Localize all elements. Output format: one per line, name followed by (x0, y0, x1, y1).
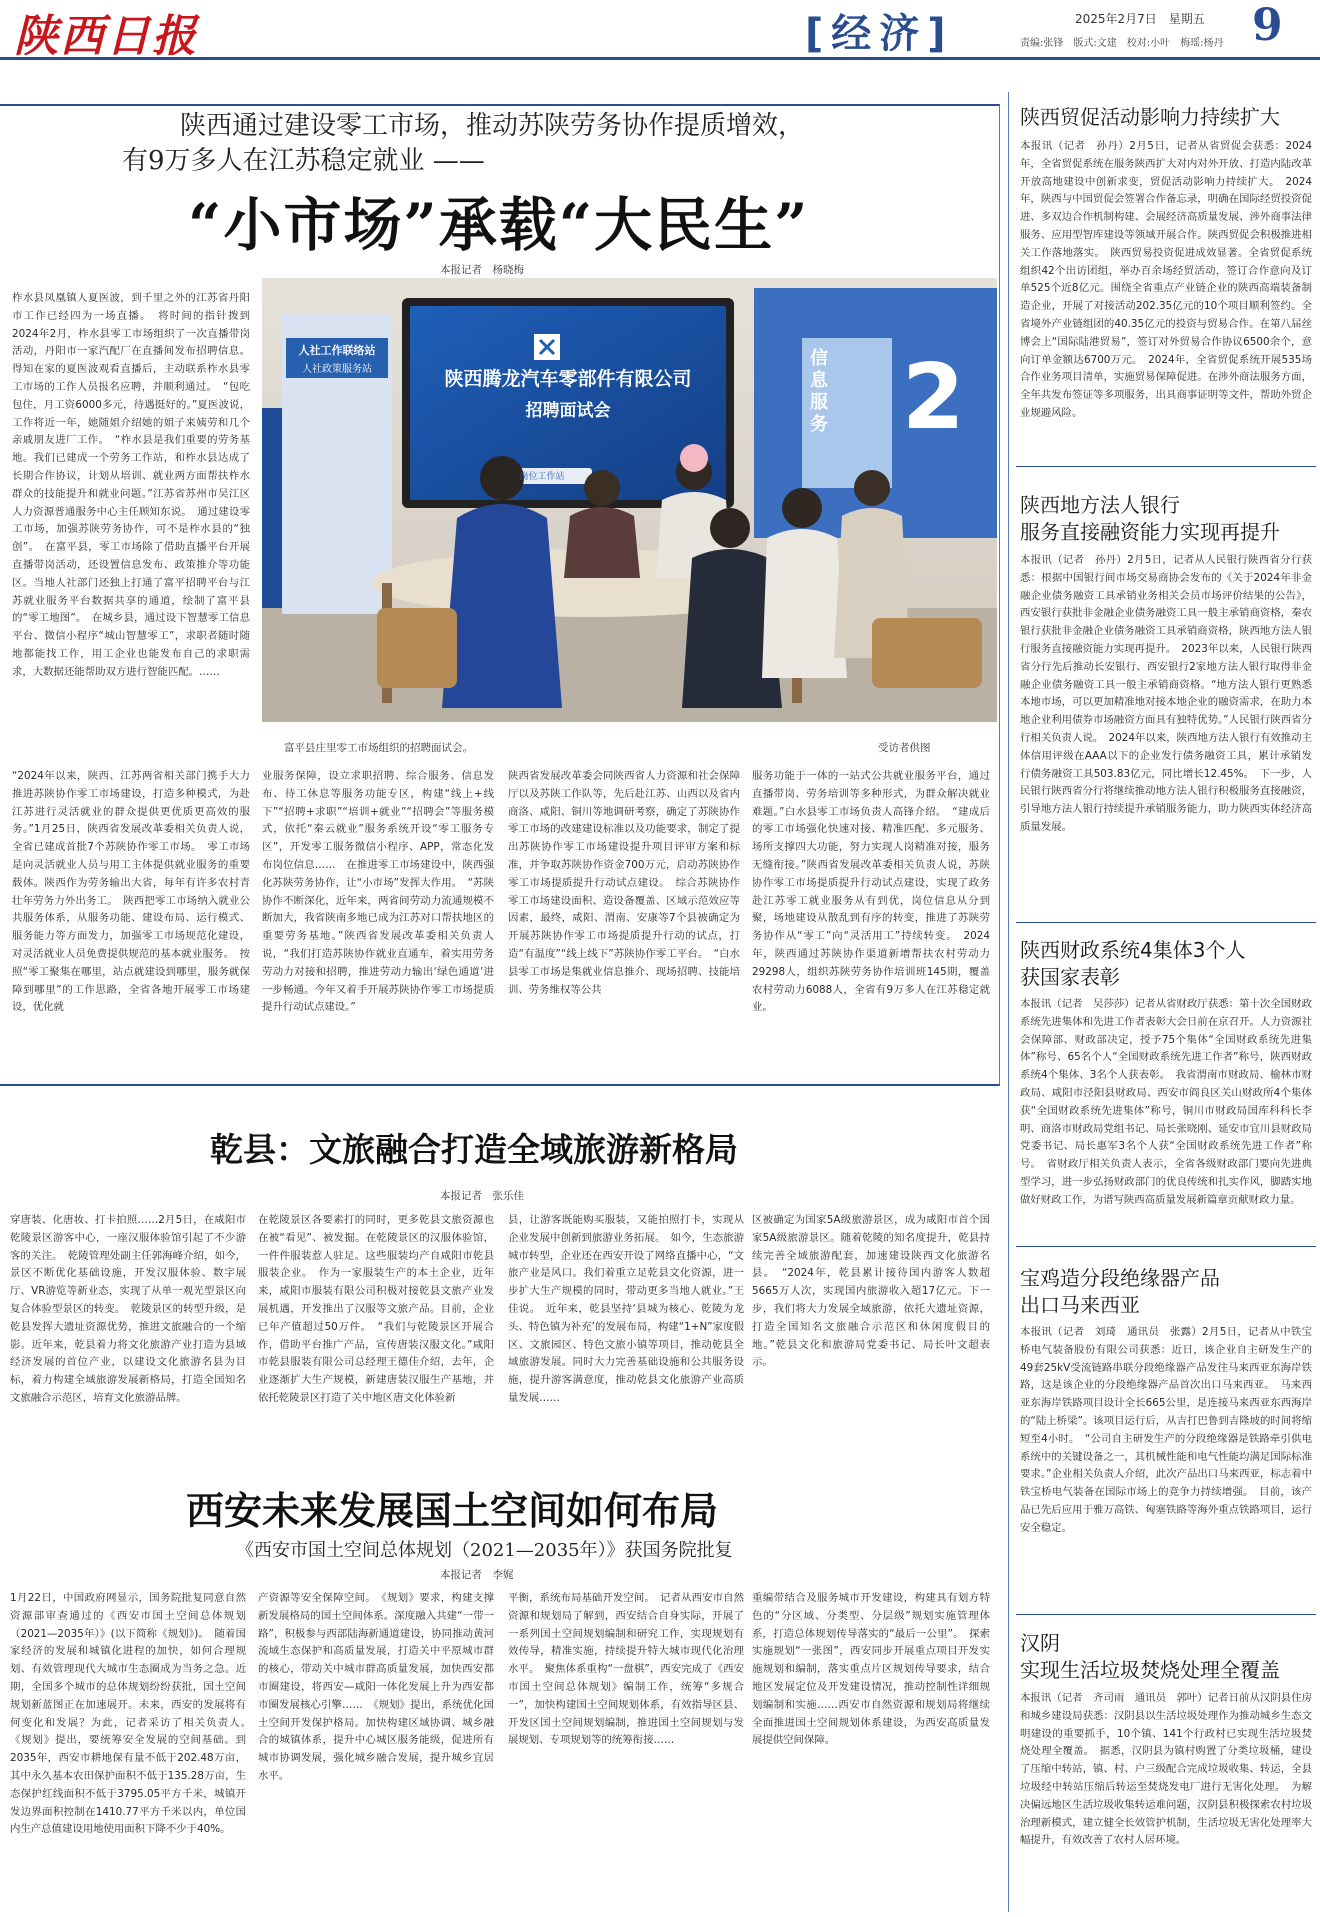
lead-body-col2: 业服务保障，设立求职招聘、综合服务、信息发布、待工休息等服务功能专区，构建“线上+线下”“招聘+求职”“培训+就业”“招聘会”等服务模式，依托“秦云就业”服务系统开设“零工服务专区”，开发零工服务微信小程序、APP，常态化发布岗位信息…… 在推进零工市场建设中，陕西强化苏陕劳务协作，让“小市场”发挥大作用。 “苏陕协作不断深化，近年来，两省间劳动力流通规模不断加大，我省陕南多地已成为江苏对口帮扶地区的重要劳务基地。”陕西省发展改革委相关负责人说，“我们打造苏陕协作就业直通车，着实用劳务劳动力对接和招聘，推进劳动力输出‘绿色通道’进一步畅通。今年又着手开展苏陕协作零工市场提质提升行动试点建设。” (262, 770, 494, 1014)
side3-headline-line2: 获国家表彰 (1020, 965, 1120, 989)
side-rule-1 (1016, 466, 1316, 467)
qianxian-col2: 在乾陵景区各要素打的同时，更多乾县文旅资源也在被“看见”、被发掘。在乾陵景区的汉服体验馆，一件件服装惹人驻足。这些服装均产自咸阳市乾县服装企业。 作为一家服装生产的本土企业，近年来，咸阳市服装有限公司积极对接乾县文旅产业发展机遇，开发推出了汉服等文旅产品。目前，企业已年产值超过50万件。 “我们与乾陵景区开展合作，借助平台推广产品，宣传唐装汉服文化。”咸阳市乾县服装有限公司总经理王德佳介绍，去年，企业逐渐扩大生产规模，新建唐装汉服生产基地，并依托乾陵景区打造了关中地区唐文化体验新 (258, 1214, 494, 1404)
editor-credits: 责编:张锋 版式:文建 校对:小叶 梅瑶:杨丹 (1020, 38, 1224, 49)
lead-body-col4: 服务功能于一体的一站式公共就业服务平台，通过直播带岗、劳务培训等多种形式，为群众解决就业难题。”白水县零工市场负责人高锋介绍。 “建成后的零工市场强化快速对接、精准匹配、多元服务、场所支撑四大功能，努力实现人岗精准对接，服务无缝衔接。”陕西省发展改革委相关负责人说，苏陕协作零工市场提质提升行动试点建设，实现了政务赴江苏零工就业服务从有到优，岗位信息从分到聚，场地建设从散乱到有序的转变，推进了苏陕劳务协作从“零工”向“灵活用工”持续转变。 2024年，陕西通过苏陕协作渠道新增帮扶农村劳动力29298人，组织苏陕劳务协作培训班145期，覆盖农村劳动力6088人，全省有9万多人在江苏稳定就业。 (752, 770, 990, 1014)
photo-left-board: 人社工作联络站 (298, 344, 376, 357)
xian-col2: 产资源等安全保障空间。 《规划》要求，构建支撑新发展格局的国土空间体系。深度融入共建“一带一路”，积极参与西部陆海新通道建设，协同推动黄河流域生态保护和高质量发展，打造关中平原城市群的核心，带动关中城市群高质量发展，加快西安都市圈建设，将西安—咸阳一体化发展上升为西安都市圈发展核心引擎…… 《规划》提出，系统优化国土空间开发保护格局。加快构建区域协调、城乡融合的城镇体系，提升中心城区服务能级，促进所有城市协调发展，强化城乡融合发展，提升城乡宜居水平。 (258, 1592, 494, 1782)
photo-banner-event: 招聘面试会 (525, 401, 611, 421)
side5-headline-line1: 汉阴 (1020, 1631, 1060, 1655)
lead-body-col3: 陕西省发展改革委会同陕西省人力资源和社会保障厅以及苏陕工作队等，先后赴江苏、山西以及省内商洛、咸阳、铜川等地调研考察，确定了苏陕协作零工市场的改建建设标准以及功能要求，制定了提出苏陕协作零工市场建设提升项目评审方案和标准，并争取苏陕协作资金700万元，启动苏陕协作零工市场提质提升行动试点建设。 综合苏陕协作零工市场建设面积、造设备覆盖、区域示范效应等因素，最终，咸阳、渭南、安康等7个县被确定为开展苏陕协作零工市场提质提升行动的试点，打造“有温度”“线上线下”苏陕协作零工平台。 “白水县零工市场是集就业信息推介、现场招聘、技能培训、劳务维权等公共 (508, 770, 740, 996)
qianxian-headline: 乾县：文旅融合打造全域旅游新格局 (210, 1130, 738, 1169)
xian-headline: 西安未来发展国土空间如何布局 (186, 1488, 719, 1533)
photo-left-board2: 人社政策服务站 (302, 364, 372, 375)
issue-date: 2025年2月7日 星期五 (1075, 12, 1205, 26)
newspaper-logo: 陕西日报 (14, 11, 198, 62)
sidebar-divider (1008, 92, 1009, 1912)
section-label: [经济] (805, 11, 954, 57)
lead-body-col1: 柞水县凤凰镇人夏医波，到千里之外的江苏省丹阳市工作已经四为一场直播。 将时间的指针拨到2024年2月，柞水县零工市场组织了一次直播带岗活动，丹阳市一家汽配厂在直播间发布招聘信息。得知在家的夏医波观看直播后，主动联系柞水县零工市场的工作人员报名应聘，并顺利通过。 “包吃包住，月工资6000多元，待遇挺好的。”夏医波说，工作将近一年，她随姐介绍她的姐子来姨劳和几个亲戚朋友进厂工作。 “柞水县是我们重要的劳务基地。我们已建成一个劳务工作站，和柞水县达成了长期合作协议，计划从培训、就业两方面帮扶柞水群众的技能提升和就业问题。”江苏省苏州市吴江区人力资源普通服务中心主任顾知东说。 通过建设零工市场，加强苏陕劳务协作，可不是柞水县的“独创”。 在富平县，零工市场除了借助直播平台开展直播带岗活动，还设置信息发布、政策推介等功能区。当地人社部门还独上打通了富平招聘平台与江苏就业服务平台数据共享的通道，绘制了富平县的“零工地图”。 在城乡县，通过设下智慧零工信息平台、微信小程序“城山智慧零工”，求职者随时随地都能找工作，用工企业也能发布自己的求职需求，大数据还能帮助双方进行智能匹配。…… (12, 292, 250, 678)
side1-body: 本报讯（记者 孙丹）2月5日，记者从省贸促会获悉：2024年，全省贸促系统在服务陕西扩大对内对外开放、打造内陆改革开放高地建设中创新求变，贸促活动影响力持续扩大。 2024年，陕西与中国贸促会签署合作备忘录，明确在国际经贸投资促进、多双边合作机制构建、会展经济高质量发展、涉外商事法律服务、应用型智库建设等领域开展合作。陕西贸促会积极推进相关工作落地落实。 陕西贸易投资促进成效显著。全省贸促系统组织42个出访团组，举办百余场经贸活动，签订合作意向及订单525个近8亿元。围绕全省重点产业链企业的陕西高端装备制造企业，开展了对接活动202.35亿元的10个项目顺利签约。全省境外产业链组团的40.35亿元的投资与贸易合作。在第八届丝博会上“国际陆港贸易”，签订对外贸易合作协议6500余个，意向订单金额达6700万元。 2024年，全省贸促系统开展535场合作业务项目清单，实施贸易保障促进。在涉外商法服务方面，全年共发布签证等多项服务，出具商事证明等文件，帮助外贸企业规避风险。 (1020, 140, 1312, 419)
qianxian-byline: 本报记者 张乐佳 (440, 1190, 524, 1202)
masthead (0, 0, 1320, 60)
lead-kicker-line1: 陕西通过建设零工市场，推动苏陕劳务协作提质增效， (180, 111, 805, 141)
lead-body-col1b: “2024年以来，陕西、江苏两省相关部门携手大力推进苏陕协作零工市场建设，打造多种模式，为赴江苏进行灵活就业的群众提供更优质更高效的服务。”1月25日，陕西省发展改革委相关负责人说，全省已建成首批7个苏陕协作零工市场。 零工市场是向灵活就业人员与用工主体提供就业服务的重要载体。陕西作为劳务输出大省，每年有许多农村青壮年劳务力外出务工。 陕西把零工市场纳入就业公共服务体系，从服务功能、建设布局、运行模式、服务能力等方面发力，加强零工市场规范化建设，对灵活就业人员免费提供规范的基本就业服务。 按照“零工聚集在哪里，站点就建设到哪里，服务就保障到哪里”的工作思路，全省各地开展零工市场建设，优化就 (12, 770, 250, 1014)
side3-headline-line1: 陕西财政系统4集体3个人 (1020, 938, 1246, 962)
lead-photo (262, 278, 997, 722)
xian-col3: 平衡，系统布局基础开发空间。 记者从西安市自然资源和规划局了解到，西安结合自身实际，开展了一系列国土空间规划编制和研究工作，实现规划有效传导，精准实施，持续提升特大城市现代化治理水平。 聚焦体系重构“一盘棋”，西安完成了《西安市国土空间总体规划》编制工作，统筹“多规合一”，加快构建国土空间规划体系，有效指导区县、开发区国土空间规划编制，推进国土空间规划与发展规划、专项规划等的统筹衔接…… (508, 1592, 744, 1747)
photo-banner-company: 陕西腾龙汽车零部件有限公司 (444, 368, 692, 390)
photo-credit: 受访者供图 (878, 742, 931, 754)
qianxian-col1: 穿唐装、化唐妆、打卡拍照……2月5日，在咸阳市乾陵景区游客中心，一座汉服体验馆引起了不少游客的关注。 乾陵管理处副主任郭海峰介绍，如今，景区不断优化基础设施，开发汉服体验、数字展厅、VR游览等新业态，实现了从单一观光型景区向复合体验型景区的转变。 乾陵景区的转型升级，是乾县发挥大遗址资源优势，推进文旅融合的一个缩影。近年来，乾县着力将文化旅游产业打造为县域经济发展的首位产业，以建设文化旅游名县为目标，着力构建全域旅游发展新格局，打造全国知名文旅融合示范区，培育文化旅游品牌。 (10, 1214, 246, 1404)
side3-body: 本报讯（记者 吴莎莎）记者从省财政厅获悉：第十次全国财政系统先进集体和先进工作者表彰大会日前在京召开。人力资源社会保障部、财政部决定，授予75个集体“全国财政系统先进集体”称号、65名个人“全国财政系统先进工作者”称号，陕西财政系统4个集体、3名个人获表彰。 我省渭南市财政局、榆林市财政局、咸阳市泾阳县财政局、西安市阎良区关山财政所4个集体获“全国财政系统先进集体”称号，铜川市财政局国库科科长李明、商洛市财政局党组书记、局长张晓刚、延安市宜川县财政局党委书记、局长惠军3名个人获“全国财政系统先进工作者”称号。 省财政厅相关负责人表示，全省各级财政部门要向先进典型学习，进一步弘扬财政部门的优良传统和扎实作风，脚踏实地做好财政工作，为谱写陕西高质量发展新篇章贡献财政力量。 (1020, 998, 1312, 1206)
side-rule-4 (1016, 1614, 1316, 1615)
side-rule-3 (1016, 1246, 1316, 1247)
xian-col4: 重编带结合及服务城市开发建设，构建具有划方特色的“分区域、分类型、分层级”规划实施管理体系，打造总体规划传导落实的“最后一公里”。 探索实施规划“一张图”，西安同步开展重点项目开发实施规划和编制，落实重点片区规划传导要求，结合地区发展定位及开发建设情况，推动控制性详细规划编制和实施……西安市自然资源和规划局将继续全面推进国土空间规划体系建设，为西安高质量发展提供空间保障。 (752, 1592, 990, 1747)
side4-headline-line1: 宝鸡造分段绝缘器产品 (1020, 1266, 1220, 1290)
xian-subtitle: 《西安市国土空间总体规划（2021—2035年）》获国务院批复 (236, 1540, 733, 1561)
side5-headline-line2: 实现生活垃圾焚烧处理全覆盖 (1020, 1658, 1280, 1682)
lead-byline: 本报记者 杨晓梅 (440, 264, 524, 276)
side1-headline: 陕西贸促活动影响力持续扩大 (1020, 105, 1280, 129)
qianxian-col4: 区被确定为国家5A级旅游景区，成为咸阳市首个国家5A级旅游景区。随着乾陵的知名度提升，乾县持续完善全域旅游配套，加速建设陕西文化旅游名县。 “2024年，乾县累计接待国内游客人数超5665万人次，实现国内旅游收入超17亿元。下一步，我们将大力发展全域旅游，依托大遗址资源，打造全国知名文旅融合示范区和休闲度假目的地。”乾县文化和旅游局党委书记、局长叶文超表示。 (752, 1214, 990, 1369)
qianxian-col3: 县，让游客既能购买服装，又能拍照打卡，实现从企业发展中创新到旅游业务拓展。 如今，生态旅游城市转型，企业还在西安开设了网络直播中心，“文旅产业是风口。我们着重立足乾县文化资源，进一步扩大生产规模的同时，带动更多当地人就业。”王佳说。 近年来，乾县坚持‘县城为核心、乾陵为龙头、特色镇为补充’的发展布局，构建“1+N”家度假区、文旅园区、特色文旅小镇等项目，推动乾县全域旅游发展。同时大力完善基础设施和公共服务设施，提升游客满意度，推动乾县文化旅游产业高质量发展…… (508, 1214, 744, 1404)
lead-kicker-line2: 有9万多人在江苏稳定就业 —— (122, 146, 485, 176)
side4-headline-line2: 出口马来西亚 (1020, 1293, 1140, 1317)
side2-body: 本报讯（记者 孙丹）2月5日，记者从人民银行陕西省分行获悉：根据中国银行间市场交易商协会发布的《关于2024年非金融企业债务融资工具承销业务相关会员市场评价结果的公告》，西安银行获批非金融企业债务融资工具一般主承销商资格，秦农银行获批非金融企业债务融资工具承销商资格，陕西地方法人银行服务直接融资能力实现再提升。 2023年以来，人民银行陕西省分行先后推动长安银行、西安银行2家地方法人银行取得非金融企业债务融资工具一般主承销商资格。“地方法人银行更熟悉本地市场，可以更加精准地对接本地企业的融资需求，在助力本地企业利用债券市场融资方面具有独特优势。”人民银行陕西省分行相关负责人说。 2024年以来，陕西地方法人银行有效推动主体信用评级在AAA以下的企业发行债务融资工具，累计承销发行债务融资工具503.83亿元，同比增长12.45%。 下一步，人民银行陕西省分行将继续推动地方法人银行积极服务直接融资，引导地方法人银行持续提升承销服务能力，助力陕西实体经济高质量发展。 (1020, 554, 1312, 833)
xian-byline: 本报记者 李娓 (440, 1569, 514, 1581)
photo-right-board: 信息服务 (810, 348, 828, 435)
side4-body: 本报讯（记者 刘琦 通讯员 张露）2月5日，记者从中铁宝桥电气装备股份有限公司获悉：近日，该企业自主研发生产的49套25kV受流链路串联分段绝缘器产品发往马来西亚东海岸铁路，这是该企业的分段绝缘器产品首次出口马来西亚。 马来西亚东海岸铁路项目设计全长665公里，是连接马来西亚东西海岸的“陆上桥梁”。该项目运行后，从吉打巴鲁到吉隆坡的时间将缩短至4小时。 “公司自主研发生产的分段绝缘器是铁路牵引供电系统中的关键设备之一，其机械性能和电气性能均满足国际标准要求。”企业相关负责人介绍，此次产品出口马来西亚，标志着中铁宝桥电气装备在国际市场上的竞争力持续增强。 目前，该产品已先后应用于雅万高铁、匈塞铁路等海外重点铁路项目，运行安全稳定。 (1020, 1326, 1312, 1534)
side-rule-2 (1016, 922, 1316, 923)
side5-body: 本报讯（记者 齐司雨 通讯员 郭叶）记者日前从汉阴县住房和城乡建设局获悉：汉阴县以生活垃圾处理作为推动城乡生态文明建设的重要抓手，10个镇、141个行政村已实现生活垃圾焚烧处理全覆盖。 据悉，汉阴县为镇村购置了分类垃圾桶，建设了压缩中转站，镇、村、户三级配合完成垃圾收集、转运，全县垃圾经中转站压缩后转运至焚烧发电厂进行无害化处理。 为解决偏远地区生活垃圾收集转运难问题，汉阴县积极探索农村垃圾治理新模式，建立健全长效管护机制，生活垃圾无害化处理率大幅提升，有效改善了农村人居环境。 (1020, 1692, 1312, 1847)
side2-headline-line2: 服务直接融资能力实现再提升 (1020, 520, 1280, 544)
photo-caption: 富平县庄里零工市场组织的招聘面试会。 (284, 742, 473, 754)
side2-headline-line1: 陕西地方法人银行 (1020, 493, 1180, 517)
photo-banner-tag: 岗位工作站 (519, 472, 565, 482)
svg-text:2: 2 (902, 345, 965, 450)
xian-col1: 1月22日，中国政府网显示，国务院批复同意自然资源部审查通过的《西安市国土空间总体规划（2021—2035年）》(以下简称《规划》)。 随着国家经济的发展和城镇化进程的加快，如何合理规划、有效管理现代大城市生态圈成为当务之急。近期，全国多个城市的总体规划纷纷获批，国土空间规划新蓝图正在加速展开。未来，西安的发展将有何变化和发展？为此，记者采访了相关负责人。 《规划》提出，要统筹安全发展的空间基础。到2035年，西安市耕地保有量不低于202.48万亩，其中永久基本农田保护面积不低于135.28万亩，生态保护红线面积不低于3795.05平方千米，城镇开发边界面积控制在1410.77平方千米以内，单位国内生产总值建设用地使用面积下降不少于40%。 (10, 1592, 257, 1836)
lead-headline: “小市场”承载“大民生” (188, 191, 810, 259)
page-number: 9 (1252, 0, 1283, 51)
